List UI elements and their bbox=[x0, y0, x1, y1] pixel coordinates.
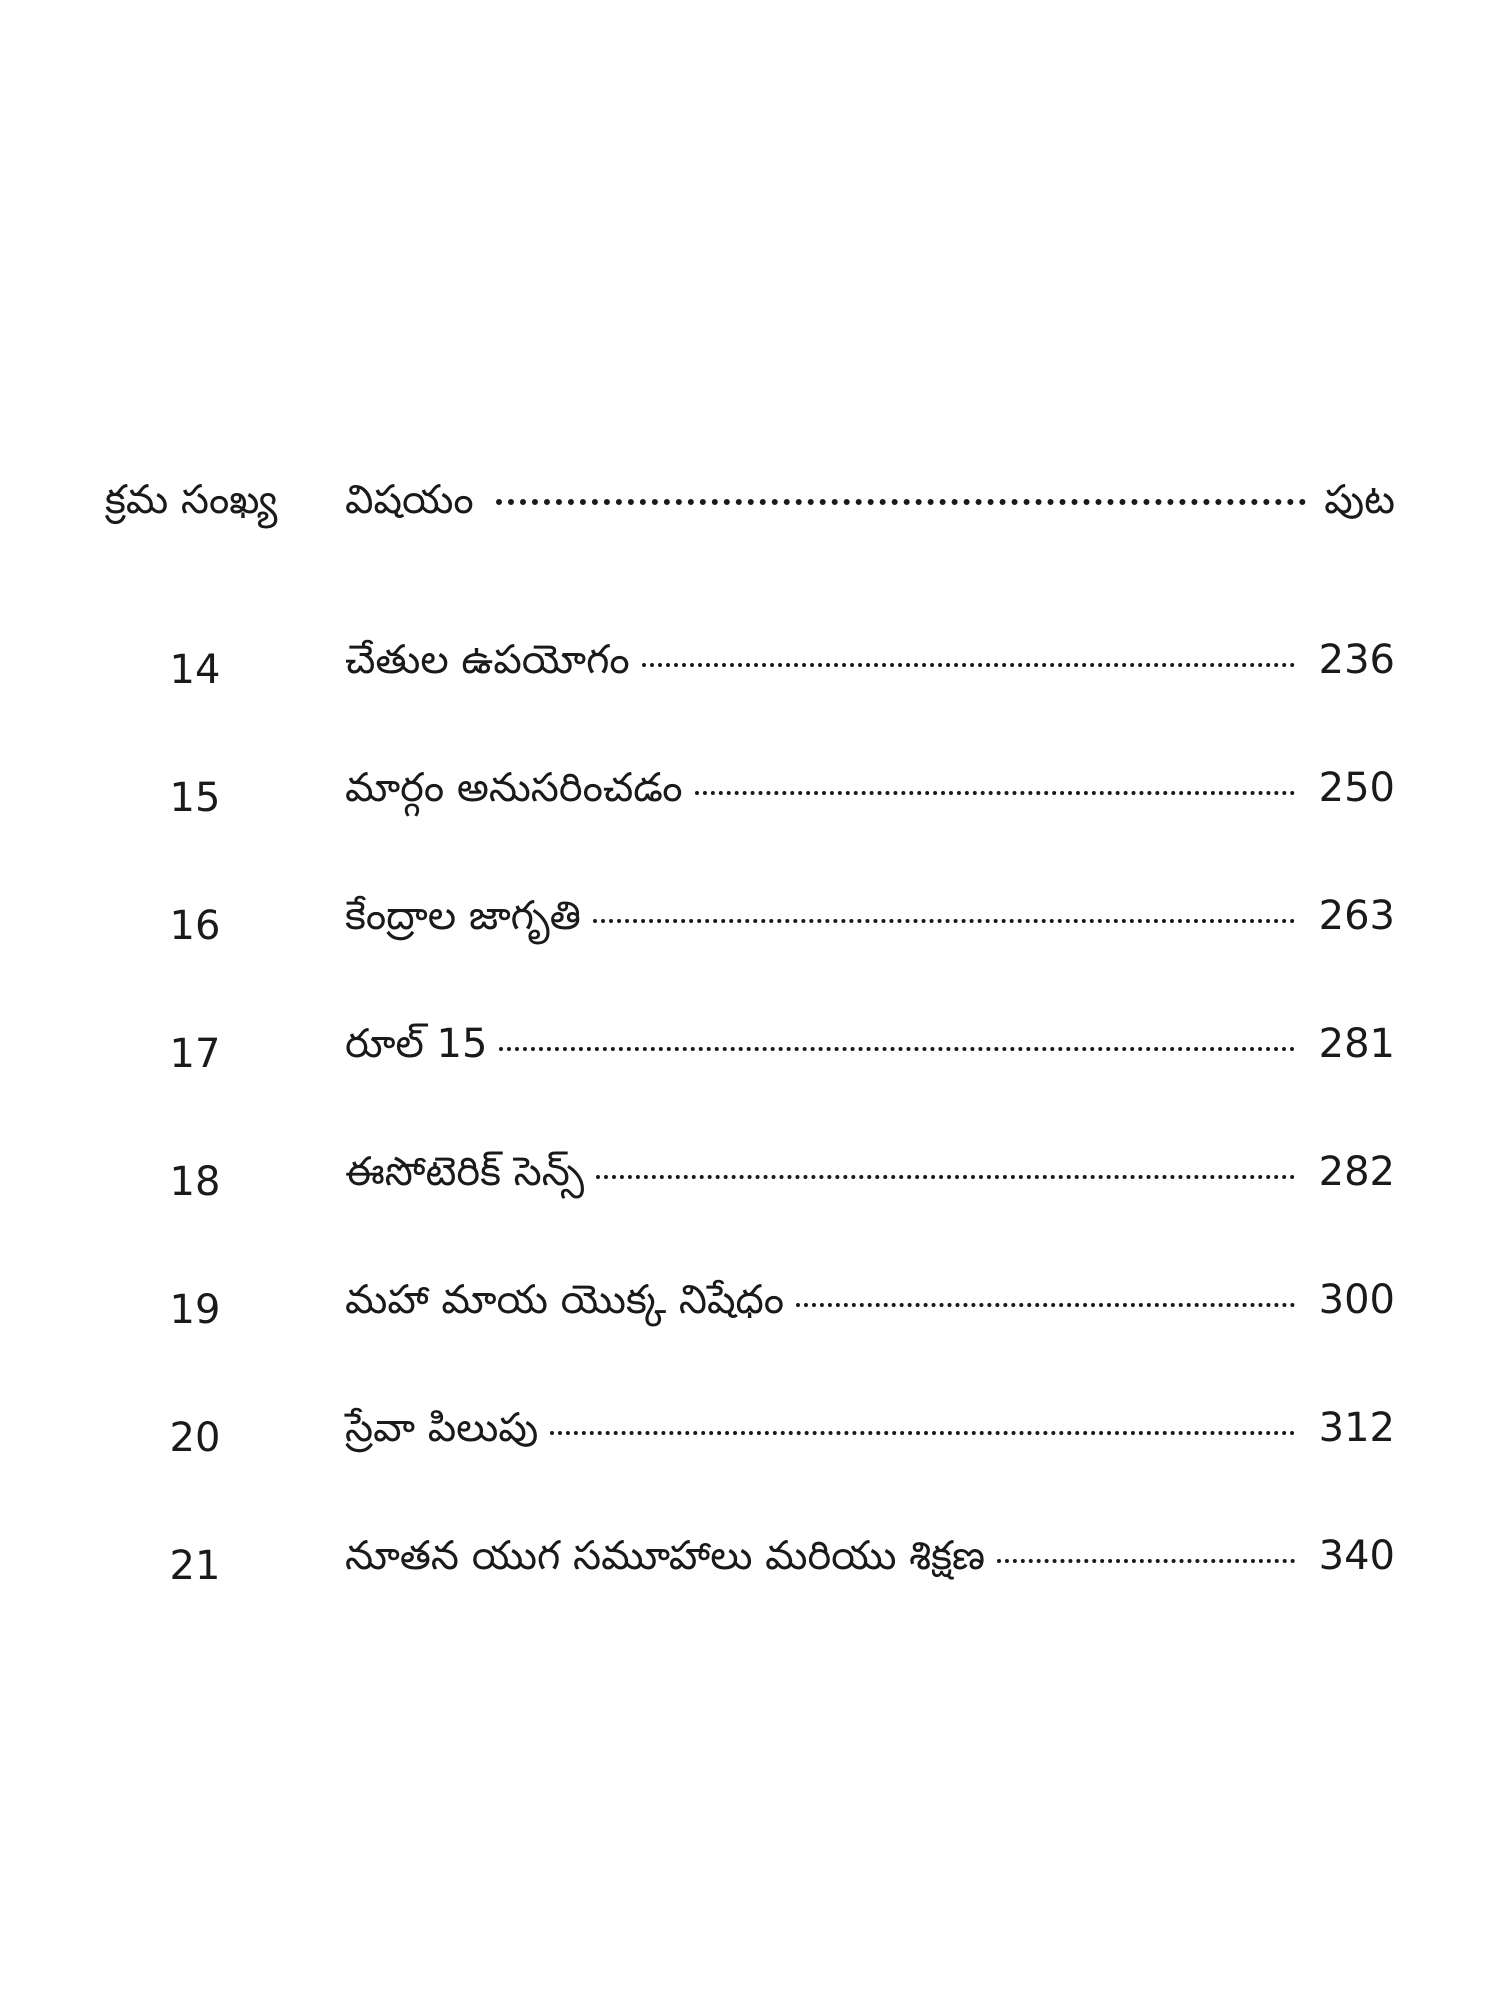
entry-number: 16 bbox=[169, 903, 221, 949]
entry-title: రూల్ 15 bbox=[345, 1021, 488, 1067]
entry-title: ఈసోటెరిక్ సెన్స్ bbox=[345, 1149, 585, 1195]
entry-page-number: 312 bbox=[1318, 1405, 1395, 1451]
entry-title: నూతన యుగ సమూహాలు మరియు శిక్షణ bbox=[345, 1533, 986, 1579]
entry-body bbox=[345, 748, 1395, 828]
toc-entry[interactable] bbox=[0, 1388, 1500, 1468]
entry-page-number: 263 bbox=[1318, 893, 1395, 939]
entry-body bbox=[345, 1132, 1395, 1212]
entry-title: మార్గం అనుసరించడం bbox=[345, 765, 683, 811]
subject-heading: విషయం bbox=[345, 477, 474, 523]
toc-entry[interactable] bbox=[0, 1004, 1500, 1084]
entry-body bbox=[345, 620, 1395, 700]
toc-entry[interactable] bbox=[0, 876, 1500, 956]
entry-body bbox=[345, 876, 1395, 956]
subject-heading-group bbox=[345, 465, 1395, 535]
entry-page-number: 340 bbox=[1318, 1533, 1395, 1579]
dot-leader bbox=[997, 1559, 1295, 1563]
dot-leader bbox=[593, 919, 1295, 923]
entry-number: 17 bbox=[169, 1031, 221, 1077]
entry-page-number: 281 bbox=[1318, 1021, 1395, 1067]
toc-entry[interactable] bbox=[0, 620, 1500, 700]
entry-title: చేతుల ఉపయోగం bbox=[345, 637, 630, 683]
toc-entry[interactable] bbox=[0, 748, 1500, 828]
dot-leader bbox=[550, 1431, 1295, 1435]
dot-leader bbox=[695, 791, 1295, 795]
entry-number: 14 bbox=[169, 647, 221, 693]
dot-leader bbox=[642, 663, 1295, 667]
toc-entry[interactable] bbox=[0, 1132, 1500, 1212]
entry-number: 15 bbox=[169, 775, 221, 821]
toc-entry[interactable] bbox=[0, 1260, 1500, 1340]
entry-number: 21 bbox=[169, 1543, 221, 1589]
toc-entry[interactable] bbox=[0, 1516, 1500, 1596]
entry-title: కేంద్రాల జాగృతి bbox=[345, 893, 581, 939]
entry-page-number: 300 bbox=[1318, 1277, 1395, 1323]
entry-body bbox=[345, 1516, 1395, 1596]
toc-header-row bbox=[105, 465, 1405, 535]
entry-body bbox=[345, 1260, 1395, 1340]
entry-number: 18 bbox=[169, 1159, 221, 1205]
entry-page-number: 250 bbox=[1318, 765, 1395, 811]
entry-page-number: 282 bbox=[1318, 1149, 1395, 1195]
entry-page-number: 236 bbox=[1318, 637, 1395, 683]
entry-title: స్రేవా పిలుపు bbox=[345, 1405, 539, 1451]
entry-number: 19 bbox=[169, 1287, 221, 1333]
entry-title: మహా మాయ యొక్క నిషేధం bbox=[345, 1277, 784, 1323]
dot-leader bbox=[499, 1047, 1295, 1051]
dot-leader bbox=[596, 1175, 1295, 1179]
page-heading: పుట bbox=[1324, 477, 1395, 523]
entry-body bbox=[345, 1004, 1395, 1084]
entry-number: 20 bbox=[169, 1415, 221, 1461]
entry-body bbox=[345, 1388, 1395, 1468]
serial-number-heading: క్రమ సంఖ్య bbox=[105, 477, 278, 523]
dot-leader bbox=[496, 499, 1307, 505]
dot-leader bbox=[796, 1303, 1295, 1307]
